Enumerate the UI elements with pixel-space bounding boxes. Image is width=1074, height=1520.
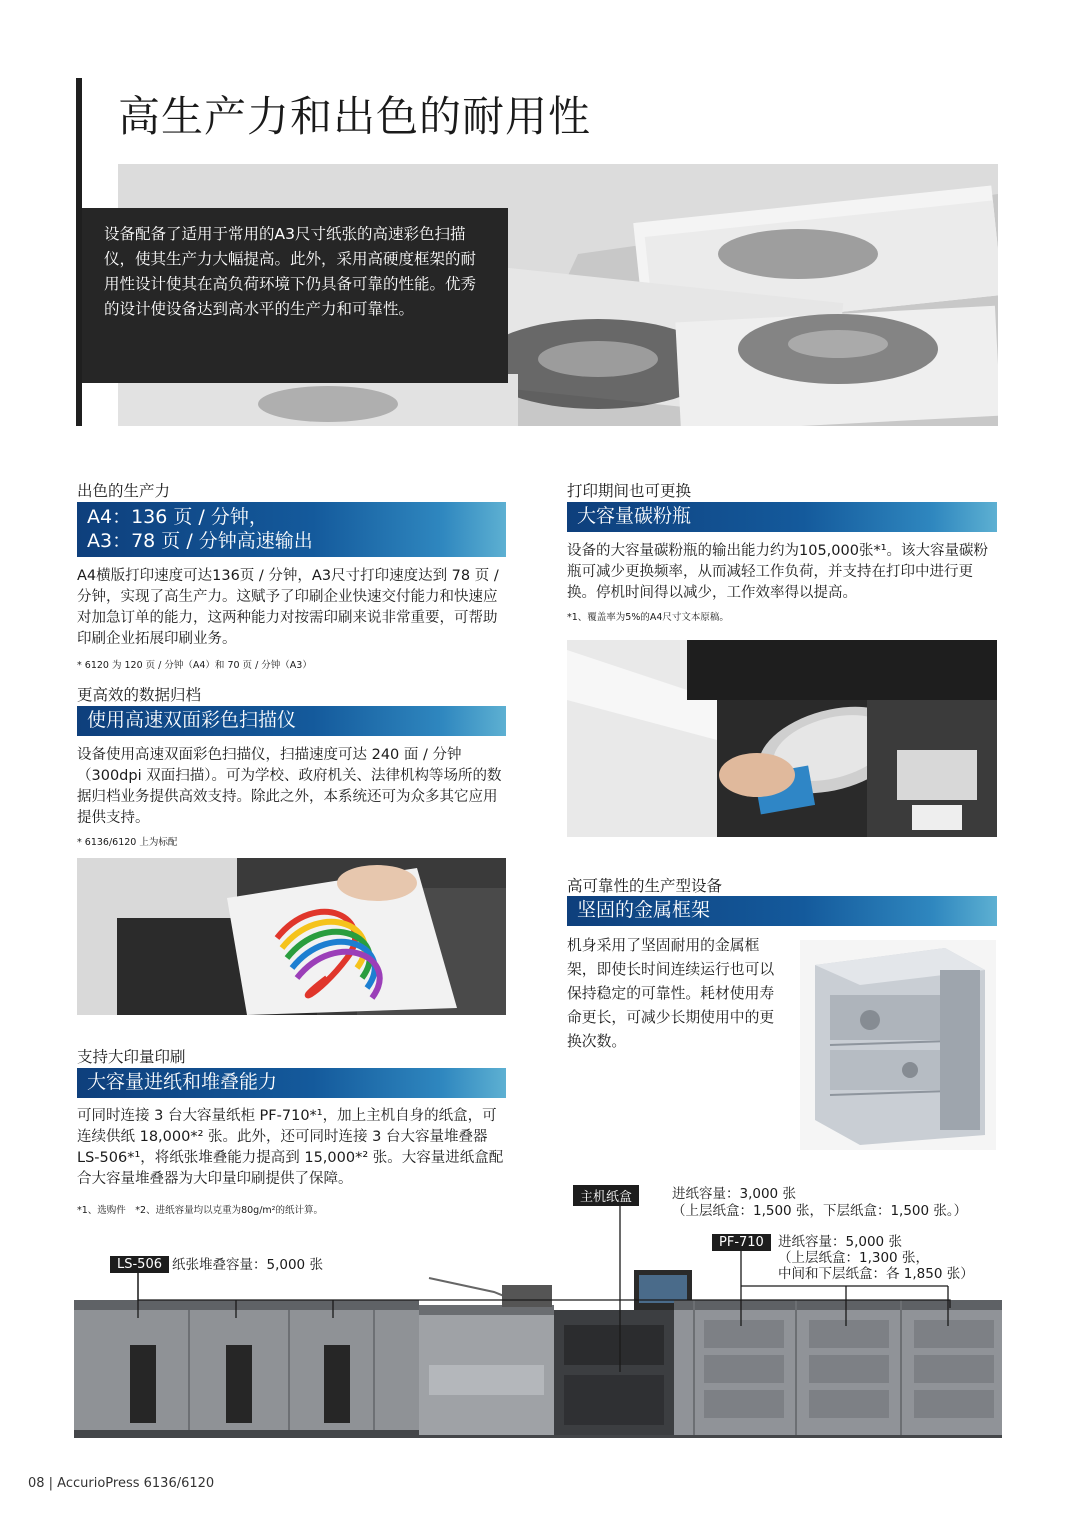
pf710-detail-upper: （上层纸盒：1,300 张，: [778, 1250, 929, 1266]
main-tray-detail: （上层纸盒：1,500 张，下层纸盒：1,500 张。）: [672, 1203, 968, 1219]
high-volume-label: 支持大印量印刷: [77, 1048, 186, 1066]
high-volume-body: 可同时连接 3 台大容量纸柜 PF-710*¹，加上主机自身的纸盒，可连续供纸 18,000*² 张。此外，还可同时连接 3 台大容量堆叠器 LS-506*¹，将纸张堆叠能力提高到 15,000*² 张。大容量进纸盒配合大容量堆叠器为大印量印刷提供了保障。: [77, 1108, 504, 1187]
archiving-banner: 使用高速双面彩色扫描仪: [77, 706, 506, 736]
page-title: 高生产力和出色的耐用性: [118, 92, 592, 141]
productivity-banner-line2: A3：78 页 / 分钟高速输出: [87, 530, 313, 552]
toner-body: 设备的大容量碳粉瓶的输出能力约为105,000张*¹。该大容量碳粉瓶可减少更换频率，从而减轻工作负荷，并支持在打印中进行更换。停机时间得以减少，工作效率得以提高。: [567, 543, 989, 601]
productivity-banner-line1: A4：136 页 / 分钟，: [87, 506, 268, 528]
hero-intro-text: 设备配备了适用于常用的A3尺寸纸张的高速彩色扫描仪，使其生产力大幅提高。此外，采用高硬度框架的耐用性设计使其在高负荷环境下仍具备可靠的性能。优秀的设计使设备达到高水平的生产力和可靠性。: [82, 208, 508, 383]
archiving-body: 设备使用高速双面彩色扫描仪，扫描速度可达 240 面 / 分钟（300dpi 双面扫描）。可为学校、政府机关、法律机构等场所的数据归档业务提供高效支持。除此之外，本系统还可为众多其它应用提供支持。: [77, 747, 502, 826]
toner-banner: 大容量碳粉瓶: [567, 502, 997, 532]
page-footer: 08 | AccurioPress 6136/6120: [28, 1476, 215, 1491]
pf710-capacity: 进纸容量：5,000 张: [778, 1234, 902, 1250]
pf710-detail-lower: 中间和下层纸盒：各 1,850 张）: [778, 1266, 974, 1282]
main-tray-tag: 主机纸盒: [573, 1185, 639, 1206]
high-volume-note: *1、选购件 *2、进纸容量均以克重为80g/m²的纸计算。: [77, 1205, 323, 1216]
ls506-capacity: 纸张堆叠容量：5,000 张: [172, 1257, 323, 1273]
archiving-note: * 6136/6120 上为标配: [77, 837, 178, 848]
archiving-label: 更高效的数据归档: [77, 686, 202, 704]
pf710-tag: PF-710: [712, 1234, 771, 1251]
productivity-label: 出色的生产力: [77, 482, 171, 500]
ls506-tag: LS-506: [110, 1256, 169, 1273]
toner-label: 打印期间也可更换: [567, 482, 692, 500]
reliability-banner: 坚固的金属框架: [567, 896, 997, 926]
reliability-label: 高可靠性的生产型设备: [567, 877, 723, 895]
toner-note: *1、覆盖率为5%的A4尺寸文本原稿。: [567, 612, 729, 623]
reliability-body: 机身采用了坚固耐用的金属框架，即使长时间连续运行也可以保持稳定的可靠性。耗材使用寿命更长，可减少长期使用中的更换次数。: [567, 937, 775, 1050]
high-volume-banner: 大容量进纸和堆叠能力: [77, 1068, 506, 1098]
main-tray-capacity: 进纸容量：3,000 张: [672, 1186, 796, 1202]
productivity-note: * 6120 为 120 页 / 分钟（A4）和 70 页 / 分钟（A3）: [77, 660, 312, 671]
productivity-body: A4横版打印速度可达136页 / 分钟，A3尺寸打印速度达到 78 页 / 分钟，实现了高生产力。这赋予了印刷企业快速交付能力和快速应对加急订单的能力，这两种能力对按需印刷来说非常重要，可帮助印刷企业拓展印刷业务。: [77, 568, 499, 647]
